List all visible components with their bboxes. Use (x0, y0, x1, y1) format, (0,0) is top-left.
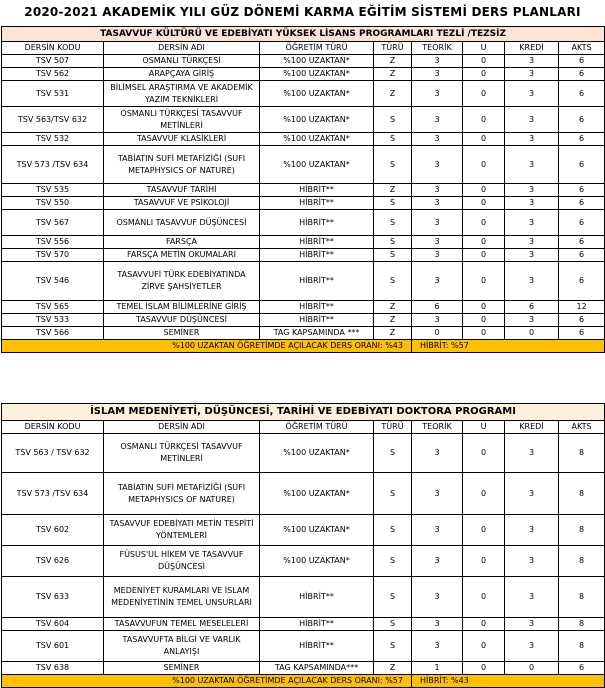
course-name: OSMANLI TASAVVUF DÜŞÜNCESİ (104, 210, 260, 236)
hybrid-ratio-text: HİBRİT: %43 (412, 675, 605, 688)
course-type: Z (374, 81, 412, 107)
teaching-mode: HİBRİT** (260, 249, 374, 262)
teaching-mode: HİBRİT** (260, 210, 374, 236)
theory-hours: 3 (412, 197, 463, 210)
course-row (2, 301, 605, 314)
column-header-credit: KREDİ (505, 421, 559, 434)
akts: 6 (559, 146, 605, 184)
course-code: TSV 532 (2, 133, 104, 146)
practice-hours: 0 (463, 55, 505, 68)
credit: 3 (505, 473, 559, 515)
credit: 3 (505, 107, 559, 133)
practice-hours: 0 (463, 515, 505, 546)
course-row (2, 107, 605, 133)
practice-hours: 0 (463, 631, 505, 662)
remote-ratio-text: %100 UZAKTAN ÖĞRETİMDE AÇILACAK DERS ORANI: %43 (2, 340, 412, 353)
course-row (2, 515, 605, 546)
akts: 6 (559, 55, 605, 68)
credit: 0 (505, 662, 559, 675)
column-header-name: DERSİN ADI (104, 42, 260, 55)
teaching-mode: HİBRİT** (260, 262, 374, 301)
course-name: FARSÇA (104, 236, 260, 249)
teaching-mode: %100 UZAKTAN* (260, 133, 374, 146)
theory-hours: 3 (412, 631, 463, 662)
course-type: S (374, 107, 412, 133)
theory-hours: 3 (412, 546, 463, 577)
course-name: OSMANLI TÜRKÇESİ TASAVVUF METİNLERİ (104, 434, 260, 473)
course-code: TSV 566 (2, 327, 104, 340)
teaching-mode: %100 UZAKTAN* (260, 473, 374, 515)
course-code: TSV 562 (2, 68, 104, 81)
course-type: S (374, 434, 412, 473)
course-row (2, 68, 605, 81)
course-name: TASAVVUF DÜŞÜNCESİ (104, 314, 260, 327)
theory-hours: 3 (412, 262, 463, 301)
course-code: TSV 563/TSV 632 (2, 107, 104, 133)
practice-hours: 0 (463, 314, 505, 327)
credit: 3 (505, 515, 559, 546)
course-type: S (374, 618, 412, 631)
akts: 6 (559, 210, 605, 236)
akts: 6 (559, 249, 605, 262)
course-type: Z (374, 662, 412, 675)
teaching-mode: %100 UZAKTAN* (260, 68, 374, 81)
course-row (2, 55, 605, 68)
course-type: S (374, 262, 412, 301)
course-name: OSMANLI TÜRKÇESİ (104, 55, 260, 68)
course-type: S (374, 577, 412, 618)
column-header-code: DERSİN KODU (2, 42, 104, 55)
theory-hours: 3 (412, 515, 463, 546)
column-header-mode: ÖĞRETİM TÜRÜ (260, 42, 374, 55)
credit: 3 (505, 577, 559, 618)
course-code: TSV 567 (2, 210, 104, 236)
akts: 8 (559, 546, 605, 577)
course-name: SEMİNER (104, 327, 260, 340)
summary-row (2, 675, 605, 688)
theory-hours: 3 (412, 68, 463, 81)
theory-hours: 3 (412, 210, 463, 236)
teaching-mode: HİBRİT** (260, 236, 374, 249)
course-type: S (374, 546, 412, 577)
column-header-mode: ÖĞRETİM TÜRÜ (260, 421, 374, 434)
theory-hours: 3 (412, 81, 463, 107)
practice-hours: 0 (463, 301, 505, 314)
credit: 3 (505, 618, 559, 631)
practice-hours: 0 (463, 68, 505, 81)
teaching-mode: %100 UZAKTAN* (260, 81, 374, 107)
practice-hours: 0 (463, 81, 505, 107)
credit: 3 (505, 434, 559, 473)
column-header-name: DERSİN ADI (104, 421, 260, 434)
course-row (2, 546, 605, 577)
column-header-code: DERSİN KODU (2, 421, 104, 434)
course-name: TASAVVUF KLASİKLERİ (104, 133, 260, 146)
course-type: Z (374, 68, 412, 81)
teaching-mode: HİBRİT** (260, 577, 374, 618)
practice-hours: 0 (463, 262, 505, 301)
teaching-mode: %100 UZAKTAN* (260, 55, 374, 68)
akts: 6 (559, 262, 605, 301)
section-heading-row (2, 404, 605, 421)
course-row (2, 210, 605, 236)
page-title: 2020-2021 AKADEMİK YILI GÜZ DÖNEMİ KARMA EĞİTİM SİSTEMİ DERS PLANLARI (24, 5, 581, 19)
theory-hours: 3 (412, 314, 463, 327)
course-type: S (374, 236, 412, 249)
course-name: TEMEL İSLAM BİLİMLERİNE GİRİŞ (104, 301, 260, 314)
practice-hours: 0 (463, 197, 505, 210)
course-name: MEDENİYET KURAMLARI VE İSLAM MEDENİYETİNİN TEMEL UNSURLARI (104, 577, 260, 618)
practice-hours: 0 (463, 618, 505, 631)
credit: 3 (505, 631, 559, 662)
course-name: TABİATIN SUFİ METAFİZİĞİ (SUFI METAPHYSICS OF NATURE) (104, 473, 260, 515)
course-type: S (374, 210, 412, 236)
course-row (2, 146, 605, 184)
column-header-row (2, 421, 605, 434)
course-name: TASAVVUF EDEBİYATI METİN TESPİTİ YÖNTEMLERİ (104, 515, 260, 546)
theory-hours: 3 (412, 618, 463, 631)
practice-hours: 0 (463, 577, 505, 618)
course-row (2, 662, 605, 675)
course-row (2, 473, 605, 515)
teaching-mode: %100 UZAKTAN* (260, 146, 374, 184)
course-name: TABİATIN SUFİ METAFİZİĞİ (SUFI METAPHYSICS OF NATURE) (104, 146, 260, 184)
course-row (2, 618, 605, 631)
theory-hours: 3 (412, 473, 463, 515)
course-row (2, 236, 605, 249)
course-row (2, 577, 605, 618)
practice-hours: 0 (463, 236, 505, 249)
course-row (2, 197, 605, 210)
theory-hours: 3 (412, 434, 463, 473)
column-header-credit: KREDİ (505, 42, 559, 55)
practice-hours: 0 (463, 107, 505, 133)
akts: 6 (559, 236, 605, 249)
course-code: TSV 633 (2, 577, 104, 618)
course-code: TSV 570 (2, 249, 104, 262)
course-name: OSMANLI TÜRKÇESİ TASAVVUF METİNLERİ (104, 107, 260, 133)
summary-row (2, 340, 605, 353)
remote-ratio-text: %100 UZAKTAN ÖĞRETİMDE AÇILACAK DERS ORANI: %57 (2, 675, 412, 688)
practice-hours: 0 (463, 146, 505, 184)
teaching-mode: HİBRİT** (260, 314, 374, 327)
section-heading-row (2, 27, 605, 42)
theory-hours: 0 (412, 327, 463, 340)
course-name: FÜSUS'UL HİKEM VE TASAVVUF DÜŞÜNCESİ (104, 546, 260, 577)
course-type: Z (374, 55, 412, 68)
teaching-mode: HİBRİT** (260, 301, 374, 314)
credit: 3 (505, 146, 559, 184)
credit: 3 (505, 546, 559, 577)
credit: 3 (505, 314, 559, 327)
course-type: Z (374, 301, 412, 314)
credit: 3 (505, 133, 559, 146)
akts: 6 (559, 327, 605, 340)
course-type: Z (374, 184, 412, 197)
credit: 3 (505, 55, 559, 68)
akts: 6 (559, 197, 605, 210)
column-header-type: TÜRÜ (374, 42, 412, 55)
course-code: TSV 550 (2, 197, 104, 210)
course-code: TSV 604 (2, 618, 104, 631)
theory-hours: 3 (412, 249, 463, 262)
course-code: TSV 556 (2, 236, 104, 249)
credit: 3 (505, 262, 559, 301)
course-row (2, 184, 605, 197)
akts: 6 (559, 133, 605, 146)
course-row (2, 631, 605, 662)
theory-hours: 1 (412, 662, 463, 675)
course-code: TSV 602 (2, 515, 104, 546)
teaching-mode: HİBRİT** (260, 197, 374, 210)
akts: 8 (559, 473, 605, 515)
column-header-u: U (463, 421, 505, 434)
column-header-theory: TEORİK (412, 42, 463, 55)
course-code: TSV 626 (2, 546, 104, 577)
course-code: TSV 638 (2, 662, 104, 675)
practice-hours: 0 (463, 249, 505, 262)
akts: 6 (559, 662, 605, 675)
akts: 8 (559, 618, 605, 631)
course-type: S (374, 249, 412, 262)
column-header-row (2, 42, 605, 55)
course-name: BİLİMSEL ARAŞTIRMA VE AKADEMİK YAZIM TEKNİKLERİ (104, 81, 260, 107)
doctorate-program-table (1, 403, 605, 688)
practice-hours: 0 (463, 184, 505, 197)
course-code: TSV 573 /TSV 634 (2, 146, 104, 184)
course-row (2, 81, 605, 107)
course-name: SEMİNER (104, 662, 260, 675)
course-row (2, 262, 605, 301)
course-code: TSV 533 (2, 314, 104, 327)
course-code: TSV 563 / TSV 632 (2, 434, 104, 473)
practice-hours: 0 (463, 434, 505, 473)
course-name: TASAVVUF TARİHİ (104, 184, 260, 197)
course-type: S (374, 631, 412, 662)
credit: 3 (505, 236, 559, 249)
course-name: TASAVVUFTA BİLGİ VE VARLIK ANLAYIŞI (104, 631, 260, 662)
credit: 6 (505, 301, 559, 314)
theory-hours: 3 (412, 184, 463, 197)
teaching-mode: HİBRİT** (260, 618, 374, 631)
credit: 3 (505, 210, 559, 236)
credit: 3 (505, 68, 559, 81)
credit: 3 (505, 184, 559, 197)
column-header-theory: TEORİK (412, 421, 463, 434)
course-row (2, 327, 605, 340)
course-code: TSV 546 (2, 262, 104, 301)
course-code: TSV 531 (2, 81, 104, 107)
theory-hours: 3 (412, 146, 463, 184)
course-name: TASAVVUF VE PSİKOLOJİ (104, 197, 260, 210)
column-header-type: TÜRÜ (374, 421, 412, 434)
akts: 8 (559, 515, 605, 546)
course-name: ARAPÇAYA GİRİŞ (104, 68, 260, 81)
section-heading: İSLAM MEDENİYETİ, DÜŞÜNCESİ, TARİHİ VE EDEBİYATI DOKTORA PROGRAMI (2, 404, 605, 421)
master-program-table (1, 26, 605, 353)
theory-hours: 6 (412, 301, 463, 314)
course-type: S (374, 515, 412, 546)
course-type: S (374, 146, 412, 184)
akts: 12 (559, 301, 605, 314)
course-row (2, 133, 605, 146)
course-name: TASAVVUFİ TÜRK EDEBİYATINDA ZİRVE ŞAHSİYETLER (104, 262, 260, 301)
practice-hours: 0 (463, 327, 505, 340)
teaching-mode: %100 UZAKTAN* (260, 515, 374, 546)
teaching-mode: %100 UZAKTAN* (260, 107, 374, 133)
theory-hours: 3 (412, 236, 463, 249)
practice-hours: 0 (463, 662, 505, 675)
akts: 8 (559, 434, 605, 473)
course-type: S (374, 197, 412, 210)
practice-hours: 0 (463, 546, 505, 577)
course-type: S (374, 473, 412, 515)
column-header-akts: AKTS (559, 42, 605, 55)
course-row (2, 314, 605, 327)
course-type: Z (374, 327, 412, 340)
practice-hours: 0 (463, 473, 505, 515)
akts: 6 (559, 107, 605, 133)
course-code: TSV 601 (2, 631, 104, 662)
course-code: TSV 573 /TSV 634 (2, 473, 104, 515)
course-code: TSV 535 (2, 184, 104, 197)
credit: 0 (505, 327, 559, 340)
course-name: TASAVVUFUN TEMEL MESELELERİ (104, 618, 260, 631)
section-heading: TASAVVUF KÜLTÜRÜ VE EDEBİYATI YÜKSEK LİSANS PROGRAMLARI TEZLİ /TEZSİZ (2, 27, 605, 42)
theory-hours: 3 (412, 55, 463, 68)
akts: 8 (559, 631, 605, 662)
course-code: TSV 565 (2, 301, 104, 314)
hybrid-ratio-text: HİBRİT: %57 (412, 340, 605, 353)
credit: 3 (505, 197, 559, 210)
course-row (2, 249, 605, 262)
credit: 3 (505, 81, 559, 107)
teaching-mode: %100 UZAKTAN* (260, 546, 374, 577)
theory-hours: 3 (412, 577, 463, 618)
akts: 6 (559, 68, 605, 81)
practice-hours: 0 (463, 133, 505, 146)
akts: 6 (559, 81, 605, 107)
practice-hours: 0 (463, 210, 505, 236)
teaching-mode: HİBRİT** (260, 184, 374, 197)
teaching-mode: TAG KAPSAMINDA *** (260, 327, 374, 340)
course-type: Z (374, 314, 412, 327)
theory-hours: 3 (412, 133, 463, 146)
column-header-akts: AKTS (559, 421, 605, 434)
course-row (2, 434, 605, 473)
course-type: S (374, 133, 412, 146)
akts: 6 (559, 184, 605, 197)
course-name: FARSÇA METİN OKUMALARI (104, 249, 260, 262)
teaching-mode: TAG KAPSAMINDA*** (260, 662, 374, 675)
course-code: TSV 507 (2, 55, 104, 68)
akts: 8 (559, 577, 605, 618)
teaching-mode: %100 UZAKTAN* (260, 434, 374, 473)
credit: 3 (505, 249, 559, 262)
akts: 6 (559, 314, 605, 327)
theory-hours: 3 (412, 107, 463, 133)
column-header-u: U (463, 42, 505, 55)
teaching-mode: HİBRİT** (260, 631, 374, 662)
